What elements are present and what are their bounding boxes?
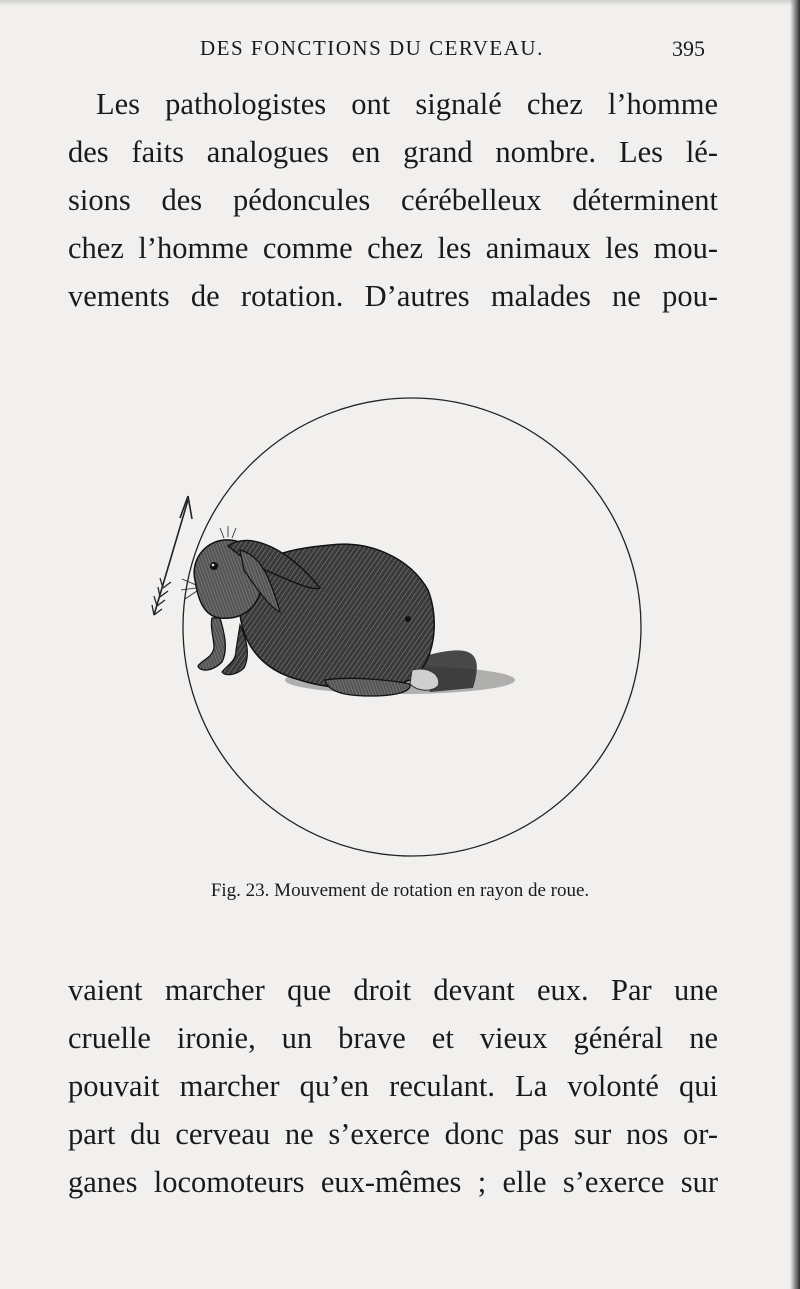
page-right-edge [790, 0, 800, 1289]
text-line: sions des pédoncules cérébelleux déterminent [68, 183, 718, 217]
paragraph-bottom [68, 966, 718, 1206]
arrow-icon [152, 496, 192, 615]
figure-caption: Fig. 23. Mouvement de rotation en rayon de roue. [210, 880, 590, 901]
text-line: cruelle ironie, un brave et vieux général ne [68, 1021, 718, 1055]
paragraph-top [68, 80, 718, 320]
page-number: 395 [672, 36, 705, 61]
text-line: ganes locomoteurs eux-mêmes ; elle s’exerce sur [68, 1165, 718, 1199]
text-line: pouvait marcher qu’en reculant. La volonté qui [68, 1069, 718, 1103]
page-top-edge [0, 0, 800, 6]
running-head [0, 36, 800, 66]
text-line: vaient marcher que droit devant eux. Par une [68, 973, 718, 1007]
text-line: part du cerveau ne s’exerce donc pas sur nos or- [68, 1117, 718, 1151]
text-line: vements de rotation. D’autres malades ne pou- [68, 279, 718, 313]
figure-rabbit-rotation [140, 380, 660, 870]
text-line: des faits analogues en grand nombre. Les lé- [68, 135, 718, 169]
rabbit-image [181, 526, 439, 696]
text-line: chez l’homme comme chez les animaux les mou- [68, 231, 718, 265]
running-title: DES FONCTIONS DU CERVEAU. [200, 36, 544, 60]
text-line: Les pathologistes ont signalé chez l’homme [96, 87, 718, 121]
rabbit-illustration [140, 380, 660, 870]
